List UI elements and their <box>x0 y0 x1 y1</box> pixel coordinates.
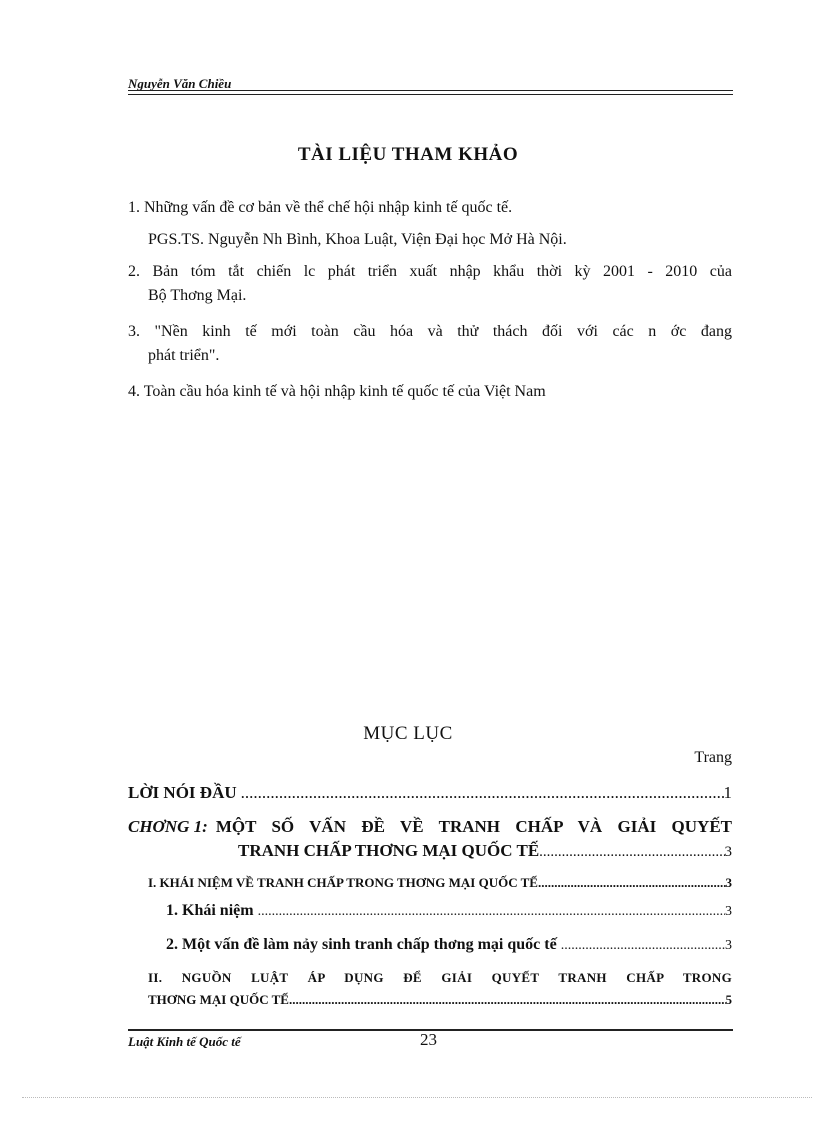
reference-1-line1: 1. Những vấn đề cơ bản về thể chế hội nhập kinh tế quốc tế. <box>128 199 513 216</box>
reference-4-line1: 4. Toàn cầu hóa kinh tế và hội nhập kinh tế quốc tế của Việt Nam <box>128 383 546 400</box>
toc-leader-dots <box>258 904 725 920</box>
toc-intro-row[interactable] <box>128 783 732 803</box>
reference-item-1 <box>128 196 732 220</box>
toc-section2-line1[interactable]: II. NGUỒN LUẬT ÁP DỤNG ĐỂ GIẢI QUYẾT TRANH CHẤP TRONG <box>148 970 732 985</box>
toc-section2-page: 5 <box>725 992 732 1007</box>
reference-2-line2: Bộ Thơng Mại. <box>148 287 247 304</box>
reference-3-line2: phát triển". <box>148 347 220 364</box>
toc-sub2-label: 2. Một vấn đề làm nảy sinh tranh chấp thơng mại quốc tế <box>166 936 557 953</box>
footer-subject: Luật Kinh tế Quốc tế <box>128 1034 241 1049</box>
toc-sub1-label: 1. Khái niệm <box>166 902 254 919</box>
toc-page-header: Trang <box>694 749 732 766</box>
toc-chapter1-page: 3 <box>724 844 732 860</box>
toc-section1-label: I. KHÁI NIỆM VỀ TRANH CHẤP TRONG THƠNG MẠI QUỐC TẾ <box>148 875 538 890</box>
toc-chapter1-row1[interactable] <box>128 817 732 837</box>
header-author: Nguyễn Văn Chiều <box>128 76 232 91</box>
toc-chapter1-prefix: CHƠNG 1: <box>128 817 208 836</box>
references-title: TÀI LIỆU THAM KHẢO <box>297 144 519 165</box>
toc-intro-page: 1 <box>723 783 732 802</box>
page-boundary-dots <box>22 1097 812 1098</box>
reference-2-line1: 2. Bản tóm tắt chiến lc phát triển xuất nhập khẩu thời kỳ 2001 - 2010 của <box>128 263 732 280</box>
toc-sub1-row[interactable] <box>166 902 732 920</box>
toc-sub2-row[interactable] <box>166 936 732 954</box>
toc-section1-row[interactable] <box>148 875 732 891</box>
toc-chapter1-title-line2: TRANH CHẤP THƠNG MẠI QUỐC TẾ <box>238 841 540 860</box>
toc-section2-row2[interactable] <box>148 992 732 1008</box>
reference-3-line1: 3. "Nền kinh tế mới toàn cầu hóa và thử thách đối với các n ớc đang <box>128 323 732 340</box>
reference-item-1-cont <box>128 228 732 252</box>
toc-leader-dots <box>561 938 725 954</box>
reference-item-3 <box>128 320 732 368</box>
toc-section2-line2: THƠNG MẠI QUỐC TẾ <box>148 992 289 1007</box>
toc-title: MỤC LỤC <box>363 723 453 744</box>
reference-1-line2: PGS.TS. Nguyễn Nh Bình, Khoa Luật, Viện Đại học Mở Hà Nội. <box>148 231 567 248</box>
reference-item-2 <box>128 260 732 308</box>
toc-leader-dots <box>539 844 724 861</box>
header-rule <box>128 90 733 95</box>
footer-page-number: 23 <box>420 1030 437 1049</box>
reference-item-4 <box>128 380 732 404</box>
toc-intro-label: LỜI NÓI ĐẦU <box>128 783 237 802</box>
toc-sub2-page: 3 <box>725 938 732 953</box>
toc-leader-dots <box>289 992 726 1008</box>
toc-chapter1-title-line1: MỘT SỐ VẤN ĐỀ VỀ TRANH CHẤP VÀ GIẢI QUYẾT <box>215 817 732 836</box>
toc-chapter1-row2[interactable] <box>238 841 732 861</box>
toc-leader-dots <box>241 783 724 803</box>
toc-section1-page: 3 <box>725 875 732 890</box>
toc-sub1-page: 3 <box>725 904 732 919</box>
toc-leader-dots <box>538 875 726 891</box>
